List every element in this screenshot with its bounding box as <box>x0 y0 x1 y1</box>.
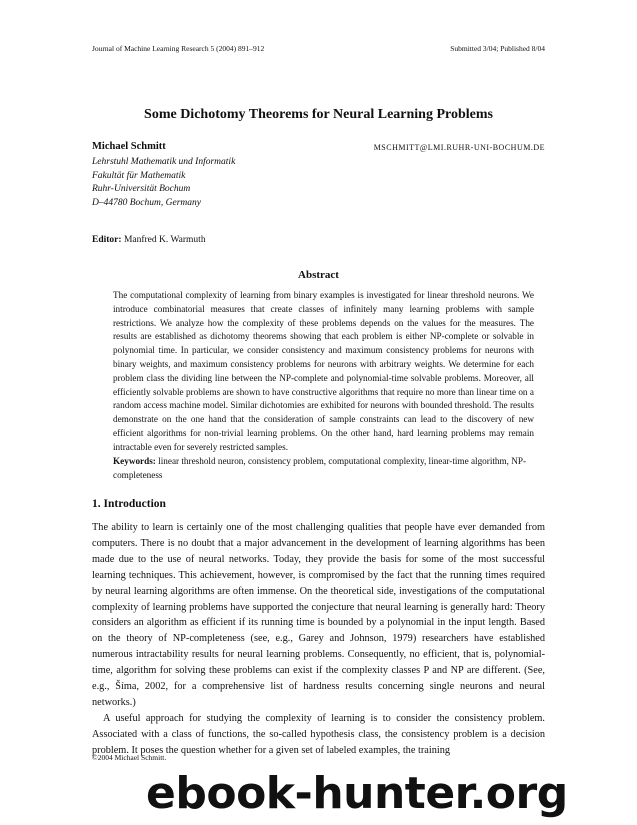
affiliation-line: Ruhr-Universität Bochum <box>92 184 191 194</box>
keywords-label: Keywords: <box>113 456 156 466</box>
editor-name: Manfred K. Warmuth <box>123 235 206 245</box>
paper-title: Some Dichotomy Theorems for Neural Learning Problems <box>144 107 493 122</box>
abstract-text: The computational complexity of learning from binary examples is investigated for linear threshold neurons. We introduce combinatorial measures that create classes of infinitely many learning problems with sample restrictions. We analyze how the complexity of these problems depends on the values for the measures. The results are established as dichotomy theorems showing that each problem is either NP-complete or solvable in polynomial time. In particular, we consider consistency and maximum consistency problems for neurons with binary weights, and maximum consistency problems for neurons with arbitrary weights. We determine for each problem class the dividing line between the NP-complete and polynomial-time solvable problems. Moreover, all efficiently solvable problems are shown to have constructive algorithms that require no more than linear time on a random access machine model. Similar dichotomies are exhibited for neurons with bounded threshold. The results demonstrate on the one hand that the consideration of sample constraints can lead to the discovery of new efficient algorithms for non-trivial learning problems. On the other hand, hard learning problems may remain intractable even for severely restricted samples. <box>113 290 534 452</box>
section-body <box>92 520 545 759</box>
abstract-heading: Abstract <box>298 269 339 281</box>
author-name: Michael Schmitt <box>92 141 166 152</box>
section-heading: 1. Introduction <box>92 498 166 510</box>
editor-label: Editor: <box>92 235 122 245</box>
affiliation-line: Lehrstuhl Mathematik und Informatik <box>92 157 236 167</box>
author-affiliation <box>92 156 235 210</box>
keywords-list: linear threshold neuron, consistency problem, computational complexity, linear-time algorithm, NP-completeness <box>113 456 527 480</box>
copyright-footnote: ©2004 Michael Schmitt. <box>92 753 167 762</box>
author-email: MSCHMITT@LMI.RUHR-UNI-BOCHUM.DE <box>373 143 545 152</box>
paragraph: The ability to learn is certainly one of the most challenging qualities that people have ever demanded from computers. There is no doubt that a major advancement in the development of learning algorithms has been made due to the use of neural networks. Today, they provide the basis for some of the most successful learning techniques. This achievement, however, is compromised by the fact that the running times required by neural learning algorithms are often immense. On the theoretical side, investigations of the computational complexity of learning problems have supported the conjecture that neural learning is generally hard: Theory considers an algorithm as efficient if its running time is bounded by a polynomial in the input length. Based on the theory of NP-completeness (see, e.g., Garey and Johnson, 1979) researchers have established numerous intractability results for neural learning problems. Consequently, no efficient, that is, polynomial-time, algorithm for solving these problems can exist if the complexity classes P and NP are different. (See, e.g., Šíma, 2002, for a comprehensive list of hardness results concerning single neurons and neural networks.) <box>92 522 545 708</box>
keywords <box>113 455 534 482</box>
editor-line <box>92 235 206 245</box>
journal-header: Journal of Machine Learning Research 5 (2004) 891–912 <box>92 44 265 53</box>
paragraph: A useful approach for studying the complexity of learning is to consider the consistency problem. Associated with a class of functions, the so-called hypothesis class, the consistency problem is a decision problem. It poses the question whether for a given set of labeled examples, the training <box>92 712 545 756</box>
affiliation-line: D–44780 Bochum, Germany <box>92 197 201 208</box>
watermark-text: ebook-hunter.org <box>146 768 568 819</box>
affiliation-line: Fakultät für Mathematik <box>92 170 186 181</box>
submission-info: Submitted 3/04; Published 8/04 <box>450 44 545 53</box>
